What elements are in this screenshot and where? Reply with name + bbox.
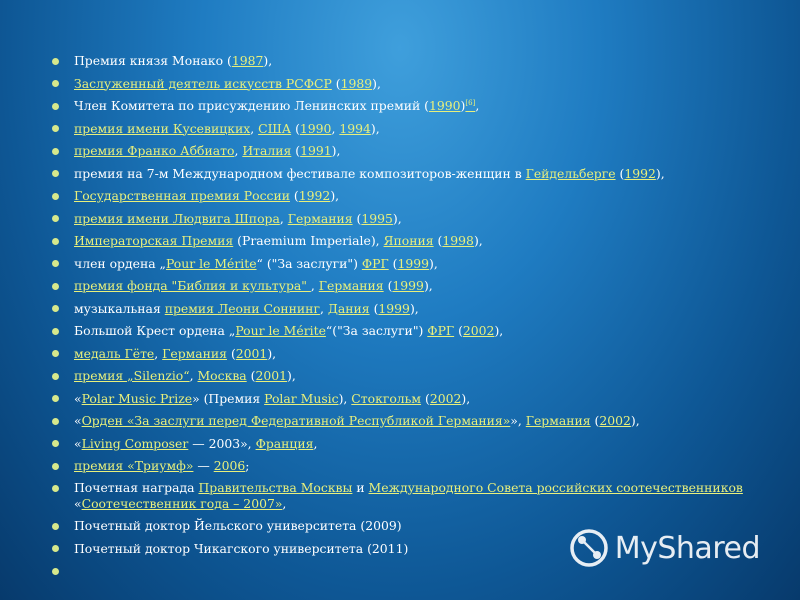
award-link[interactable]: 2006 xyxy=(213,458,246,473)
award-text: , xyxy=(475,98,480,113)
award-link[interactable]: 1998 xyxy=(442,233,474,248)
award-link[interactable]: Япония xyxy=(383,233,434,248)
award-text: ( xyxy=(291,143,301,158)
award-text: , xyxy=(310,278,319,293)
award-text: « xyxy=(74,495,82,511)
award-text: « xyxy=(74,390,82,406)
award-link[interactable]: Заслуженный деятель искусств РСФСР xyxy=(74,75,332,91)
award-list-item xyxy=(52,300,772,317)
award-list-item xyxy=(52,277,772,294)
award-text: ( xyxy=(369,300,379,316)
award-link[interactable]: 1999 xyxy=(378,300,410,316)
award-link[interactable]: премия имени Людвига Шпора xyxy=(74,210,280,226)
award-text: « xyxy=(74,435,82,451)
award-text: музыкальная xyxy=(74,300,165,316)
award-text: Почетный доктор Чикагского университета (2011) xyxy=(74,540,409,556)
award-list-item xyxy=(52,97,772,114)
award-link[interactable]: Орден «За заслуги перед Федеративной Республикой Германия» xyxy=(81,413,511,428)
myshared-logo xyxy=(569,524,760,572)
award-text: ; xyxy=(245,458,250,473)
award-list-item xyxy=(52,255,772,272)
award-link[interactable]: премия имени Кусевицких xyxy=(74,120,251,136)
award-text: ( xyxy=(454,323,463,338)
award-text: ( xyxy=(227,345,236,361)
award-text: ( xyxy=(433,233,443,248)
award-text: ), xyxy=(267,345,277,361)
award-link[interactable]: Правительства Москвы xyxy=(198,479,353,495)
award-text: , xyxy=(189,368,198,383)
award-text: и xyxy=(352,479,369,495)
award-list-item xyxy=(52,52,772,69)
award-text: , xyxy=(282,495,287,511)
award-link[interactable]: ФРГ xyxy=(427,323,455,338)
award-text: ( xyxy=(331,75,341,91)
award-text: ), xyxy=(263,53,273,68)
award-text: ( xyxy=(246,368,256,383)
award-text: “ ("За заслуги") xyxy=(256,255,362,271)
award-text: ), xyxy=(423,278,433,293)
award-link[interactable]: США xyxy=(258,120,292,136)
award-text: ( xyxy=(421,390,430,406)
award-list-item xyxy=(52,412,772,429)
award-text: ), xyxy=(409,300,419,316)
award-text: ), xyxy=(461,390,471,406)
award-text: », xyxy=(510,413,526,428)
award-link[interactable]: медаль Гёте xyxy=(74,345,155,361)
award-list-item xyxy=(52,142,772,159)
award-text: , xyxy=(250,120,259,136)
award-link[interactable]: 2002 xyxy=(599,413,631,428)
award-text: (Praemium Imperiale), xyxy=(233,233,384,248)
award-text: ), xyxy=(287,368,296,383)
award-link[interactable]: 1990 xyxy=(429,98,461,113)
award-text: « xyxy=(74,413,82,428)
award-link[interactable]: 1994 xyxy=(339,120,371,136)
award-link[interactable]: Москва xyxy=(197,368,247,383)
award-text: ( xyxy=(383,278,393,293)
award-link[interactable]: 1987 xyxy=(231,53,264,68)
award-link[interactable]: Living Composer xyxy=(81,435,189,451)
award-link[interactable]: 2002 xyxy=(462,323,495,338)
award-link[interactable]: премия фонда "Библия и культура" xyxy=(74,278,311,293)
award-link[interactable]: премия „Silenzio“ xyxy=(74,368,190,383)
award-text: член ордена „ xyxy=(74,255,166,271)
award-link[interactable]: Франция xyxy=(255,435,314,451)
award-list-item xyxy=(52,165,772,182)
award-list-item xyxy=(52,75,772,92)
award-link[interactable]: 1992 xyxy=(298,188,331,203)
award-list-item xyxy=(52,345,772,362)
award-link[interactable]: Гейдельберге xyxy=(525,165,616,181)
award-link[interactable]: Polar Music Prize xyxy=(81,390,193,406)
award-text: , xyxy=(279,210,288,226)
award-link[interactable]: ФРГ xyxy=(361,255,389,271)
award-link[interactable]: 2002 xyxy=(429,390,462,406)
award-link[interactable]: 1991 xyxy=(300,143,332,158)
award-text: “("За заслуги") xyxy=(325,323,428,338)
award-list-item xyxy=(52,232,772,249)
award-text: ), xyxy=(338,390,352,406)
award-text: Почетный доктор Йельского университета (2009) xyxy=(74,518,402,533)
award-list-item xyxy=(52,367,772,384)
award-link[interactable]: Государственная премия России xyxy=(74,188,290,203)
award-text: ( xyxy=(590,413,600,428)
award-list-item xyxy=(52,390,772,407)
award-text: ( xyxy=(289,188,299,203)
award-link[interactable]: 1989 xyxy=(340,75,373,91)
award-text: ), xyxy=(494,323,504,338)
award-text: ), xyxy=(370,120,380,136)
award-text: » (Премия xyxy=(192,390,265,406)
award-list-item xyxy=(52,480,772,512)
award-text: , xyxy=(313,435,318,451)
award-list-item xyxy=(52,435,772,452)
award-link[interactable]: Соотечественник года – 2007» xyxy=(81,495,283,511)
award-link[interactable]: премия «Триумф» xyxy=(74,458,194,473)
award-text: , xyxy=(154,345,163,361)
award-list-item xyxy=(52,457,772,474)
award-text: ) xyxy=(460,98,466,113)
award-list-item xyxy=(52,322,772,339)
award-link[interactable]: 1999 xyxy=(397,255,430,271)
award-link[interactable]: Германия xyxy=(287,210,353,226)
award-list-item xyxy=(52,210,772,227)
award-link[interactable]: премия Леони Соннинг xyxy=(164,300,320,316)
award-text: ( xyxy=(291,120,300,136)
award-text: — xyxy=(193,458,214,473)
award-text: ), xyxy=(330,188,340,203)
award-link[interactable]: Международного Совета российских соотечественников xyxy=(368,479,743,495)
award-list-item xyxy=(52,187,772,204)
myshared-logo-text: MyShared xyxy=(614,530,760,566)
award-link[interactable]: Германия xyxy=(162,345,227,361)
award-text: Почетная награда xyxy=(74,479,199,495)
award-text: премия на 7-м Международном фестивале композиторов-женщин в xyxy=(74,165,526,181)
award-list-item xyxy=(52,120,772,137)
award-link[interactable]: Дания xyxy=(327,300,370,316)
award-text: Премия князя Монако ( xyxy=(74,53,232,68)
award-link[interactable]: Polar Music xyxy=(264,390,339,406)
award-link[interactable]: 2001 xyxy=(235,345,268,361)
award-link[interactable]: Германия xyxy=(318,278,384,293)
award-text: ( xyxy=(352,210,362,226)
award-link[interactable]: премия Франко Аббиато xyxy=(74,143,235,158)
awards-list xyxy=(52,52,772,562)
myshared-logo-icon xyxy=(569,528,609,568)
footnote-link[interactable] xyxy=(465,98,475,113)
award-link[interactable]: 1992 xyxy=(624,165,656,181)
award-link[interactable]: 1995 xyxy=(361,210,393,226)
award-link[interactable]: 2001 xyxy=(255,368,288,383)
award-text: , xyxy=(331,120,340,136)
award-link[interactable]: Pour le Mérite xyxy=(235,323,326,338)
award-text: — 2003», xyxy=(188,435,256,451)
award-link[interactable]: Pour le Mérite xyxy=(165,255,257,271)
award-text: ( xyxy=(615,165,625,181)
award-text: ), xyxy=(473,233,483,248)
award-text: ), xyxy=(429,255,438,271)
award-text: ), xyxy=(630,413,640,428)
award-text: ), xyxy=(331,143,341,158)
award-text: , xyxy=(234,143,243,158)
footnote-sup: [6] xyxy=(465,98,476,107)
award-text: Член Комитета по присуждению Ленинских премий ( xyxy=(74,98,429,113)
award-link[interactable]: Германия xyxy=(525,413,591,428)
award-text: ), xyxy=(392,210,402,226)
award-link[interactable]: 1990 xyxy=(299,120,332,136)
award-link[interactable]: Стокгольм xyxy=(351,390,422,406)
award-text: ( xyxy=(388,255,398,271)
award-text: ), xyxy=(372,75,381,91)
award-text: Большой Крест ордена „ xyxy=(74,323,236,338)
award-link[interactable]: Италия xyxy=(242,143,292,158)
award-link[interactable]: 1999 xyxy=(392,278,424,293)
award-text: , xyxy=(319,300,328,316)
award-text: ), xyxy=(655,165,665,181)
award-link[interactable]: Императорская Премия xyxy=(74,233,234,248)
